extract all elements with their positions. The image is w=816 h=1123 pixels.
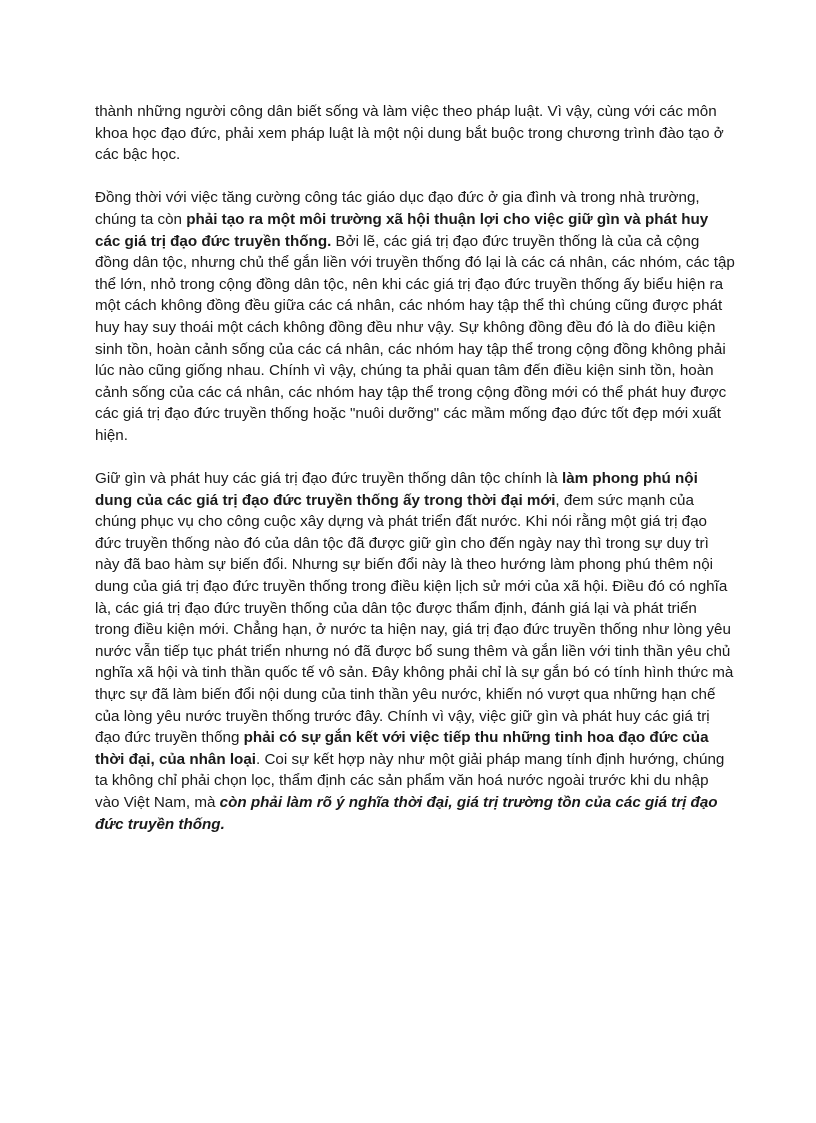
bold-emphasis: phải tạo ra một môi trường xã hội thuận lợi cho việc giữ gìn và phát huy các giá trị đạo đức truyền thống. [95, 210, 709, 250]
paragraph-1 [95, 101, 735, 166]
bold-emphasis: phải có sự gắn kết với việc tiếp thu những tinh hoa đạo đức của thời đại, của nhân loại [95, 729, 709, 768]
text-span: Đồng thời với việc tăng cường công tác giáo dục đạo đức ở gia đình và trong nhà trường, chúng ta còn [95, 189, 700, 228]
text-span: thành những người công dân biết sống và làm việc theo pháp luật. Vì vậy, cùng với các môn khoa học đạo đức, phải xem pháp luật là một nội dung bắt buộc trong chương trình đào tạo ở các bậc học. [95, 103, 724, 164]
text-span: . Coi sự kết hợp này như một giải pháp mang tính định hướng, chúng ta không chỉ phải chọn lọc, thẩm định các sản phẩm văn hoá nước ngoài trước khi du nhập vào Việt Nam, mà [95, 750, 725, 811]
text-span: , đem sức mạnh của chúng phục vụ cho công cuộc xây dựng và phát triển đất nước. Khi nói rằng một giá trị đạo đức truyền thống nào đó của dân tộc đã được giữ gìn cho đến ngày nay thì trong sự duy trì này đã bao hàm sự biến đổi. Nhưng sự biến đổi này là theo hướng làm phong phú thêm nội dung của giá trị đạo đức truyền thống trong điều kiện lịch sử mới của xã hội. Điều đó có nghĩa là, các giá trị đạo đức truyền thống của dân tộc được thẩm định, đánh giá lại và phát triển trong điều kiện mới. Chẳng hạn, ở nước ta hiện nay, giá trị đạo đức truyền thống như lòng yêu nước vẫn tiếp tục phát triển nhưng nó đã được bổ sung thêm và gắn liền với tinh thần yêu chủ nghĩa xã hội và tinh thần quốc tế vô sản. Đây không phải chỉ là sự gắn bó có tính hình thức mà thực sự đã làm biến đổi nội dung của tinh thần yêu nước, khiến nó vượt qua những hạn chế của lòng yêu nước truyền thống trước đây. Chính vì vậy, việc giữ gìn và phát huy các giá trị đạo đức truyền thống [95, 491, 734, 747]
document-page [95, 101, 735, 857]
text-span: Giữ gìn và phát huy các giá trị đạo đức truyền thống dân tộc chính là [95, 470, 562, 488]
paragraph-3 [95, 468, 735, 835]
text-span: Bởi lẽ, các giá trị đạo đức truyền thống là của cả cộng đồng dân tộc, nhưng chủ thể gắn liền với truyền thống đó lại là các cá nhân, các nhóm, các tập thể lớn, nhỏ trong cộng đồng dân tộc, nên khi các giá trị đạo đức truyền thống ấy biểu hiện ra một cách không đồng đều giữa các cá nhân, các nhóm hay tập thể thì chúng cũng được phát huy hay suy thoái một cách không đồng đều như vậy. Sự không đồng đều đó là do điều kiện sinh tồn, hoàn cảnh sống của các cá nhân, các nhóm hay tập thể trong cộng đồng không phải lúc nào cũng giống nhau. Chính vì vậy, chúng ta phải quan tâm đến điều kiện sinh tồn, hoàn cảnh sống của các cá nhân, các nhóm hay tập thể trong cộng đồng mới có thể phát huy được các giá trị đạo đức truyền thống hoặc "nuôi dưỡng" các mầm mống đạo đức tốt đẹp mới xuất hiện. [95, 232, 735, 444]
bold-emphasis: làm phong phú nội dung của các giá trị đạo đức truyền thống ấy trong thời đại mới [95, 470, 698, 509]
paragraph-2 [95, 187, 735, 446]
bold-italic-emphasis: còn phải làm rõ ý nghĩa thời đại, giá trị trường tồn của các giá trị đạo đức truyền thống. [95, 794, 718, 833]
